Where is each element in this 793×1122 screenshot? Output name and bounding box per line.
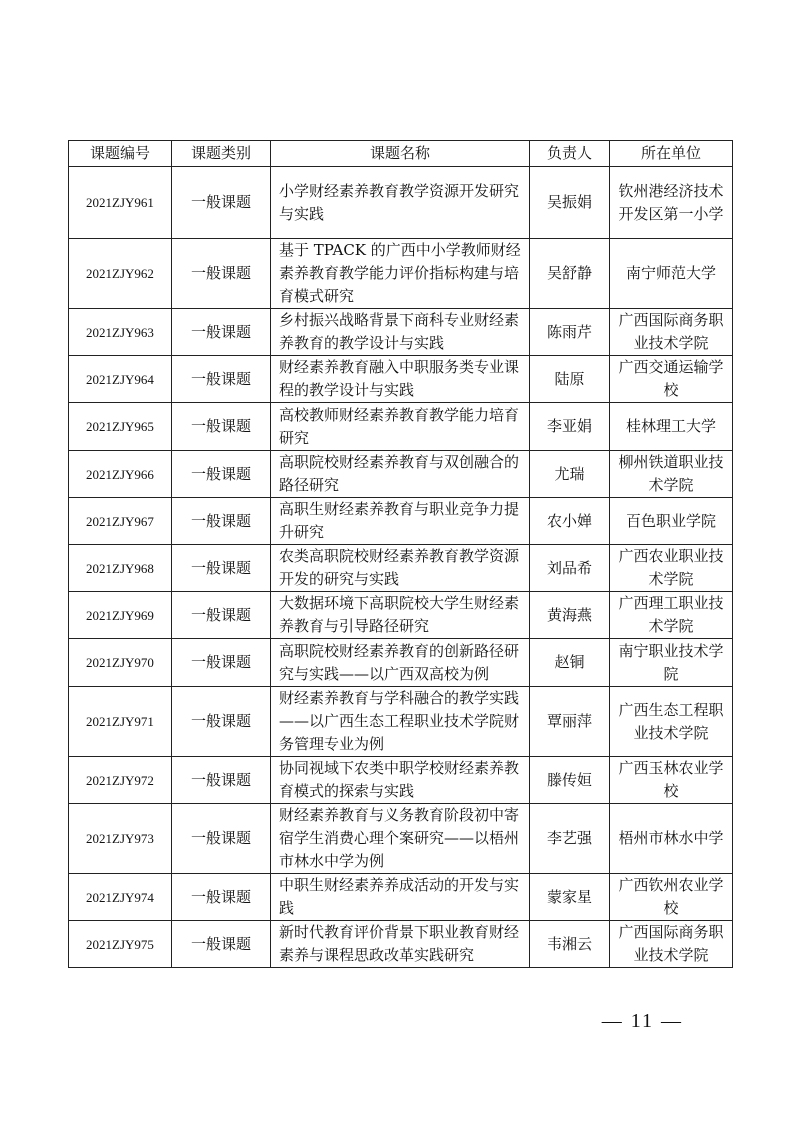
header-code: 课题编号 <box>69 141 172 167</box>
cell-leader: 赵铜 <box>530 639 610 687</box>
cell-category: 一般课题 <box>172 874 271 921</box>
header-category: 课题类别 <box>172 141 271 167</box>
cell-leader: 覃丽萍 <box>530 687 610 757</box>
cell-leader: 韦湘云 <box>530 921 610 968</box>
cell-leader: 陆原 <box>530 356 610 403</box>
cell-category: 一般课题 <box>172 757 271 804</box>
cell-unit: 桂林理工大学 <box>610 403 733 451</box>
cell-code: 2021ZJY971 <box>69 687 172 757</box>
cell-title: 大数据环境下高职院校大学生财经素养教育与引导路径研究 <box>271 592 530 639</box>
cell-title: 高校教师财经素养教育教学能力培育研究 <box>271 403 530 451</box>
cell-code: 2021ZJY969 <box>69 592 172 639</box>
table-row <box>69 592 733 639</box>
cell-code: 2021ZJY974 <box>69 874 172 921</box>
table-row <box>69 639 733 687</box>
cell-title: 协同视域下农类中职学校财经素养教育模式的探索与实践 <box>271 757 530 804</box>
cell-unit: 钦州港经济技术开发区第一小学 <box>610 167 733 239</box>
cell-leader: 尤瑞 <box>530 451 610 498</box>
cell-leader: 吴舒静 <box>530 239 610 309</box>
cell-leader: 刘品希 <box>530 545 610 592</box>
cell-category: 一般课题 <box>172 356 271 403</box>
cell-unit: 广西理工职业技术学院 <box>610 592 733 639</box>
cell-title: 财经素养教育与学科融合的教学实践——以广西生态工程职业技术学院财务管理专业为例 <box>271 687 530 757</box>
cell-title: 财经素养教育融入中职服务类专业课程的教学设计与实践 <box>271 356 530 403</box>
table-row <box>69 757 733 804</box>
cell-leader: 李艺强 <box>530 804 610 874</box>
table-row <box>69 498 733 545</box>
cell-leader: 农小婵 <box>530 498 610 545</box>
cell-category: 一般课题 <box>172 239 271 309</box>
project-table-container <box>68 140 732 968</box>
cell-unit: 柳州铁道职业技术学院 <box>610 451 733 498</box>
cell-category: 一般课题 <box>172 309 271 356</box>
cell-unit: 百色职业学院 <box>610 498 733 545</box>
table-row <box>69 451 733 498</box>
cell-title: 新时代教育评价背景下职业教育财经素养与课程思政改革实践研究 <box>271 921 530 968</box>
cell-category: 一般课题 <box>172 545 271 592</box>
cell-unit: 梧州市林水中学 <box>610 804 733 874</box>
cell-title: 基于 TPACK 的广西中小学教师财经素养教育教学能力评价指标构建与培育模式研究 <box>271 239 530 309</box>
cell-unit: 广西国际商务职业技术学院 <box>610 309 733 356</box>
cell-category: 一般课题 <box>172 498 271 545</box>
table-row <box>69 921 733 968</box>
cell-unit: 广西交通运输学校 <box>610 356 733 403</box>
cell-category: 一般课题 <box>172 639 271 687</box>
cell-leader: 吴振娟 <box>530 167 610 239</box>
cell-leader: 李亚娟 <box>530 403 610 451</box>
cell-category: 一般课题 <box>172 921 271 968</box>
cell-code: 2021ZJY967 <box>69 498 172 545</box>
header-leader: 负责人 <box>530 141 610 167</box>
table-row <box>69 403 733 451</box>
cell-unit: 广西生态工程职业技术学院 <box>610 687 733 757</box>
cell-title: 小学财经素养教育教学资源开发研究与实践 <box>271 167 530 239</box>
cell-code: 2021ZJY975 <box>69 921 172 968</box>
table-row <box>69 356 733 403</box>
table-header-row <box>69 141 733 167</box>
cell-category: 一般课题 <box>172 804 271 874</box>
cell-unit: 广西玉林农业学校 <box>610 757 733 804</box>
cell-leader: 滕传姮 <box>530 757 610 804</box>
cell-leader: 蒙家星 <box>530 874 610 921</box>
cell-code: 2021ZJY966 <box>69 451 172 498</box>
cell-category: 一般课题 <box>172 403 271 451</box>
table-row <box>69 874 733 921</box>
cell-code: 2021ZJY972 <box>69 757 172 804</box>
cell-code: 2021ZJY965 <box>69 403 172 451</box>
cell-leader: 黄海燕 <box>530 592 610 639</box>
table-row <box>69 804 733 874</box>
cell-leader: 陈雨芹 <box>530 309 610 356</box>
table-row <box>69 309 733 356</box>
cell-unit: 广西国际商务职业技术学院 <box>610 921 733 968</box>
cell-code: 2021ZJY964 <box>69 356 172 403</box>
cell-unit: 广西农业职业技术学院 <box>610 545 733 592</box>
table-row <box>69 167 733 239</box>
cell-code: 2021ZJY968 <box>69 545 172 592</box>
cell-title: 财经素养教育与义务教育阶段初中寄宿学生消费心理个案研究——以梧州市林水中学为例 <box>271 804 530 874</box>
cell-unit: 广西钦州农业学校 <box>610 874 733 921</box>
cell-category: 一般课题 <box>172 592 271 639</box>
cell-title: 乡村振兴战略背景下商科专业财经素养教育的教学设计与实践 <box>271 309 530 356</box>
table-row <box>69 239 733 309</box>
project-table <box>68 140 733 968</box>
cell-title: 中职生财经素养养成活动的开发与实践 <box>271 874 530 921</box>
header-title: 课题名称 <box>271 141 530 167</box>
cell-code: 2021ZJY963 <box>69 309 172 356</box>
table-body <box>69 167 733 968</box>
cell-category: 一般课题 <box>172 451 271 498</box>
cell-code: 2021ZJY962 <box>69 239 172 309</box>
page-number: — 11 — <box>601 1010 683 1032</box>
cell-title: 高职院校财经素养教育与双创融合的路径研究 <box>271 451 530 498</box>
table-row <box>69 687 733 757</box>
cell-code: 2021ZJY970 <box>69 639 172 687</box>
cell-code: 2021ZJY973 <box>69 804 172 874</box>
cell-category: 一般课题 <box>172 687 271 757</box>
cell-title: 农类高职院校财经素养教育教学资源开发的研究与实践 <box>271 545 530 592</box>
cell-unit: 南宁师范大学 <box>610 239 733 309</box>
table-row <box>69 545 733 592</box>
cell-title: 高职生财经素养教育与职业竞争力提升研究 <box>271 498 530 545</box>
cell-category: 一般课题 <box>172 167 271 239</box>
cell-code: 2021ZJY961 <box>69 167 172 239</box>
header-unit: 所在单位 <box>610 141 733 167</box>
cell-title: 高职院校财经素养教育的创新路径研究与实践——以广西双高校为例 <box>271 639 530 687</box>
cell-unit: 南宁职业技术学院 <box>610 639 733 687</box>
